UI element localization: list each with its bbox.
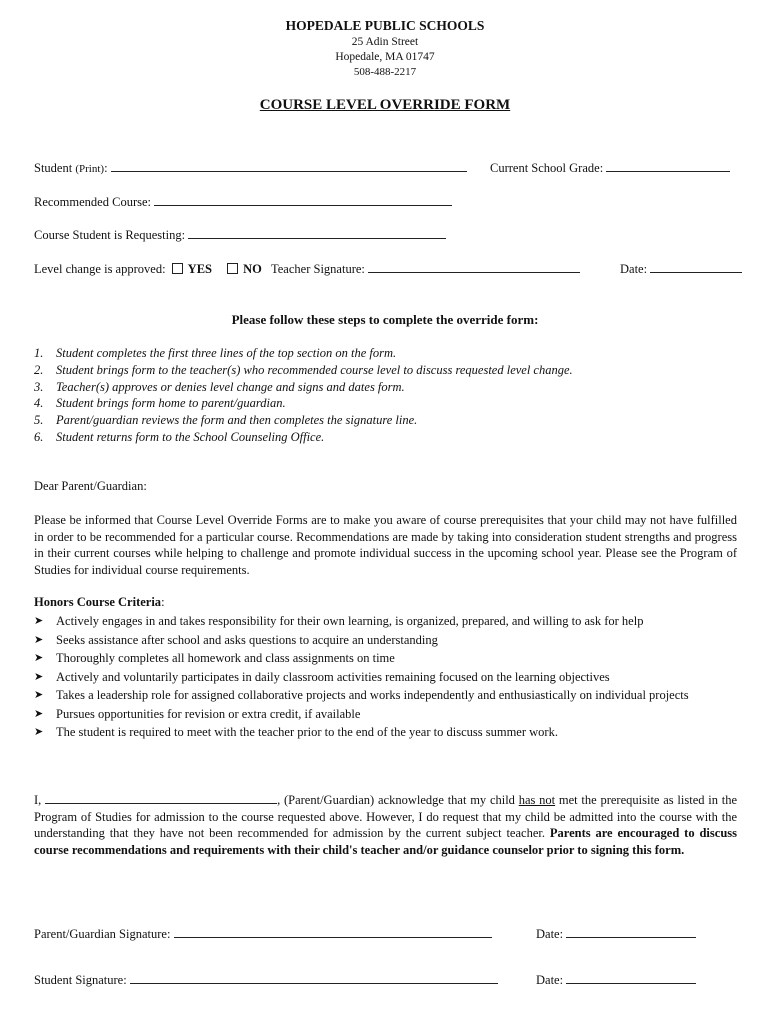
grade-label: Current School Grade: — [490, 161, 604, 175]
form-title: COURSE LEVEL OVERRIDE FORM — [259, 97, 511, 113]
list-item: ➤ Seeks assistance after school and asks questions to acquire an understanding — [34, 632, 438, 647]
arrow-bullet-icon: ➤ — [34, 651, 44, 664]
arrow-bullet-icon: ➤ — [34, 669, 44, 683]
arrow-bullet-icon: ➤ — [34, 725, 44, 738]
list-item: ➤ Thoroughly completes all homework and class assignments on time — [34, 651, 395, 665]
approved-label: Level change is approved: — [34, 262, 166, 276]
intro-paragraph: Please be informed that Course Level Override Forms are to make you aware of course prerequisites that your child may not have fulfilled in order to be recommended for a particular course. Recommendations are made by taking into consideration student strengths and progress in their current courses while helping to challenge and promote individual success in the upcoming school year. Please see the Program of Studies for individual course requirements. — [34, 513, 737, 577]
student-date-field[interactable] — [566, 971, 696, 984]
teacher-date-row — [620, 260, 742, 277]
requesting-course-field[interactable] — [188, 226, 446, 239]
list-item: ➤ Pursues opportunities for revision or extra credit, if available — [34, 706, 361, 721]
acknowledgement-paragraph: I, , (Parent/Guardian) acknowledge that my child has not met the prerequisite as listed in the Program of Studies for admission to the course requested above. However, I do request that my child be admitted into the course with the understanding that they have not been recommended for admission by the current subject teacher. Parents are encouraged to discuss course recommendations and requirements with their child's teacher and/or guidance counselor prior to signing this form. — [34, 793, 738, 857]
criteria-heading-row: Honors Course Criteria: — [34, 595, 165, 609]
teacher-date-label: Date: — [620, 262, 648, 276]
school-street: 25 Adin Street — [351, 36, 419, 48]
parent-signature-label: Parent/Guardian Signature: — [34, 927, 171, 941]
student-name-field[interactable] — [111, 159, 467, 172]
student-date-label: Date: — [536, 973, 564, 987]
instructions-heading: Please follow these steps to complete the override form: — [231, 312, 539, 327]
school-phone: 508-488-2217 — [353, 66, 417, 78]
steps-list — [34, 345, 573, 446]
arrow-bullet-icon: ➤ — [34, 614, 44, 627]
student-signature-label: Student Signature: — [34, 973, 127, 987]
parent-signature-row — [34, 925, 492, 942]
no-checkbox[interactable] — [227, 263, 238, 274]
student-signature-field[interactable] — [130, 971, 498, 984]
yes-checkbox[interactable] — [172, 263, 183, 274]
list-item: ➤ Actively engages in and takes responsibility for their own learning, is organized, prepared, and willing to ask for help — [34, 614, 644, 628]
list-item: 5. Parent/guardian reviews the form and then completes the signature line. — [34, 413, 418, 428]
teacher-date-field[interactable] — [650, 260, 742, 273]
requesting-row — [34, 226, 446, 243]
criteria-list — [34, 613, 714, 743]
parent-date-row — [536, 925, 696, 942]
student-signature-row — [34, 971, 498, 988]
recommended-row — [34, 193, 452, 210]
student-print-note: (Print) — [75, 163, 105, 175]
list-item: 2. Student brings form to the teacher(s) who recommended course level to discuss requested level change. — [34, 362, 573, 377]
parent-date-label: Date: — [536, 927, 564, 941]
student-date-row — [536, 971, 696, 988]
arrow-bullet-icon: ➤ — [34, 688, 44, 701]
grade-field[interactable] — [606, 159, 730, 172]
arrow-bullet-icon: ➤ — [34, 706, 44, 720]
parent-name-field[interactable] — [45, 791, 277, 804]
greeting: Dear Parent/Guardian: — [34, 479, 147, 493]
yes-label: YES — [187, 262, 212, 276]
student-name-row: Student (Print): — [34, 159, 467, 176]
encouragement-text: Parents are encouraged to discuss course recommendations and requirements with their child's teacher and/or guidance counselor prior to signing this form. — [34, 826, 737, 857]
requesting-label: Course Student is Requesting: — [34, 228, 186, 242]
teacher-signature-label: Teacher Signature: — [271, 262, 365, 276]
parent-signature-field[interactable] — [174, 925, 492, 938]
student-label: Student — [34, 161, 73, 175]
school-name: HOPEDALE PUBLIC SCHOOLS — [285, 18, 485, 33]
teacher-signature-field[interactable] — [368, 260, 580, 273]
list-item: ➤ The student is required to meet with the teacher prior to the end of the year to discuss summer work. — [34, 725, 558, 739]
approval-row — [34, 260, 580, 277]
list-item: 4. Student brings form home to parent/guardian. — [34, 396, 286, 411]
grade-row — [490, 159, 730, 176]
has-not-text: has not — [518, 793, 556, 807]
list-item: 3. Teacher(s) approves or denies level change and signs and dates form. — [34, 379, 405, 394]
recommended-label: Recommended Course: — [34, 195, 151, 209]
list-item: 6. Student returns form to the School Counseling Office. — [34, 429, 325, 444]
school-city: Hopedale, MA 01747 — [335, 51, 435, 63]
list-item: ➤ Actively and voluntarily participates in daily classroom activities remaining focused on the learning objectives — [34, 669, 610, 684]
no-label: NO — [243, 262, 262, 276]
arrow-bullet-icon: ➤ — [34, 632, 44, 646]
recommended-course-field[interactable] — [154, 193, 452, 206]
parent-date-field[interactable] — [566, 925, 696, 938]
list-item: 1. Student completes the first three lines of the top section on the form. — [34, 346, 397, 360]
criteria-heading: Honors Course Criteria — [34, 595, 162, 609]
list-item: ➤ Takes a leadership role for assigned collaborative projects and works independently and enthusiastically on individual projects — [34, 688, 689, 702]
